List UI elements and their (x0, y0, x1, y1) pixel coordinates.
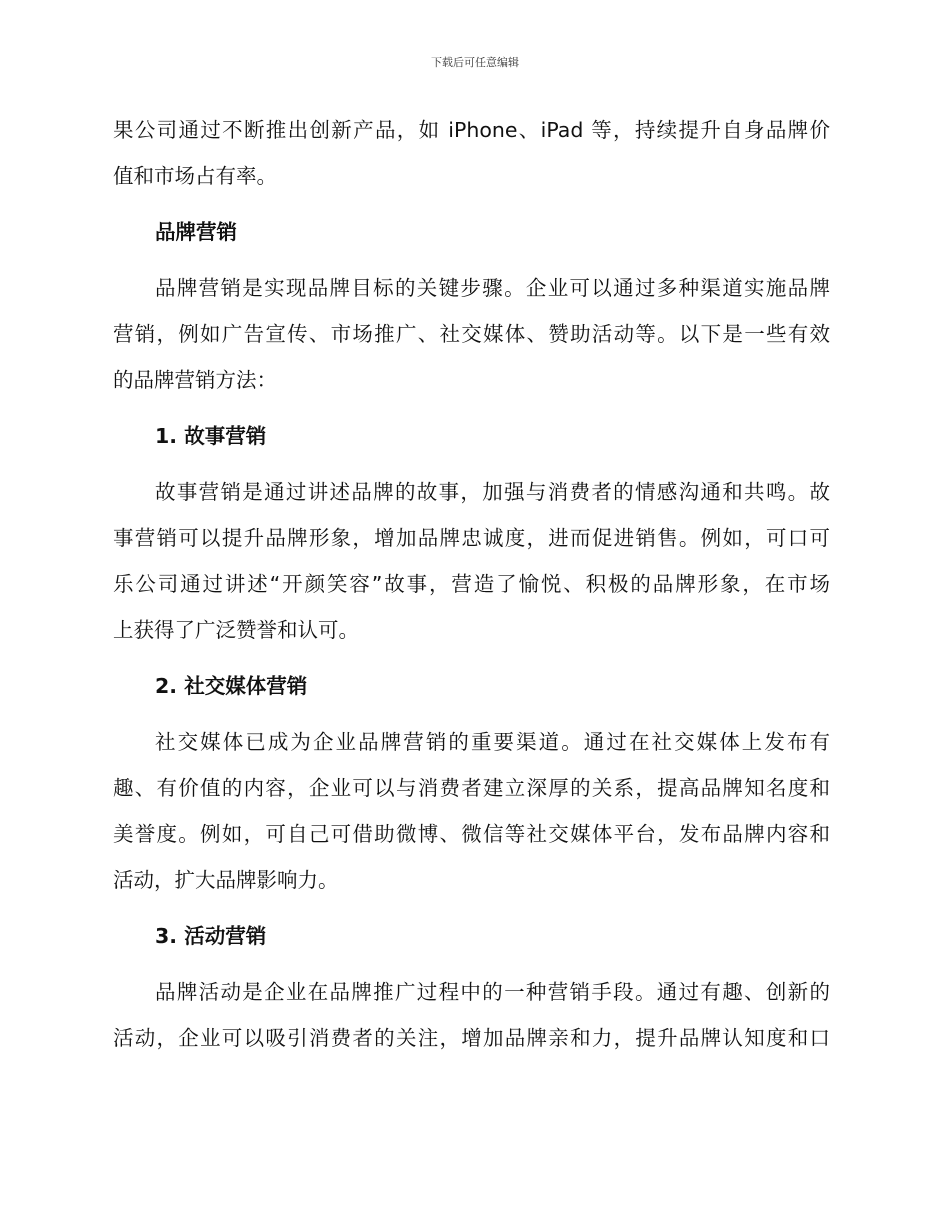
text-line: 果公司通过不断推出创新产品，如 iPhone、iPad 等，持续提升自身品牌价 (113, 118, 830, 142)
text-line: 活动，企业可以吸引消费者的关注，增加品牌亲和力，提升品牌认知度和口 (113, 1026, 830, 1050)
section-heading (113, 663, 830, 709)
text-line: 3. 活动营销 (155, 924, 267, 948)
paragraph (113, 107, 830, 199)
text-line: 1. 故事营销 (155, 424, 267, 448)
text-line: 品牌活动是企业在品牌推广过程中的一种营销手段。通过有趣、创新的 (155, 980, 830, 1004)
text-line: 活动，扩大品牌影响力。 (113, 868, 339, 892)
text-line: 品牌营销是实现品牌目标的关键步骤。企业可以通过多种渠道实施品牌 (155, 276, 830, 300)
paragraph (113, 469, 830, 653)
text-line: 乐公司通过讲述“开颜笑容”故事，营造了愉悦、积极的品牌形象，在市场 (113, 572, 830, 596)
paragraph (113, 265, 830, 403)
section-heading (113, 209, 830, 255)
text-line: 值和市场占有率。 (113, 164, 277, 188)
text-line: 上获得了广泛赞誉和认可。 (113, 618, 359, 642)
text-line: 趣、有价值的内容，企业可以与消费者建立深厚的关系，提高品牌知名度和 (113, 776, 830, 800)
page-header: 下载后可任意编辑 (431, 56, 519, 69)
text-line: 社交媒体已成为企业品牌营销的重要渠道。通过在社交媒体上发布有 (155, 730, 830, 754)
text-line: 品牌营销 (155, 220, 237, 244)
text-line: 故事营销是通过讲述品牌的故事，加强与消费者的情感沟通和共鸣。故 (155, 480, 830, 504)
section-heading (113, 413, 830, 459)
paragraph (113, 969, 830, 1061)
text-line: 美誉度。例如，可自己可借助微博、微信等社交媒体平台，发布品牌内容和 (113, 822, 830, 846)
text-line: 的品牌营销方法： (113, 368, 277, 392)
paragraph (113, 719, 830, 903)
section-heading (113, 913, 830, 959)
text-line: 营销，例如广告宣传、市场推广、社交媒体、赞助活动等。以下是一些有效 (113, 322, 830, 346)
document-body (113, 107, 830, 1071)
text-line: 2. 社交媒体营销 (155, 674, 308, 698)
text-line: 事营销可以提升品牌形象，增加品牌忠诚度，进而促进销售。例如，可口可 (113, 526, 830, 550)
